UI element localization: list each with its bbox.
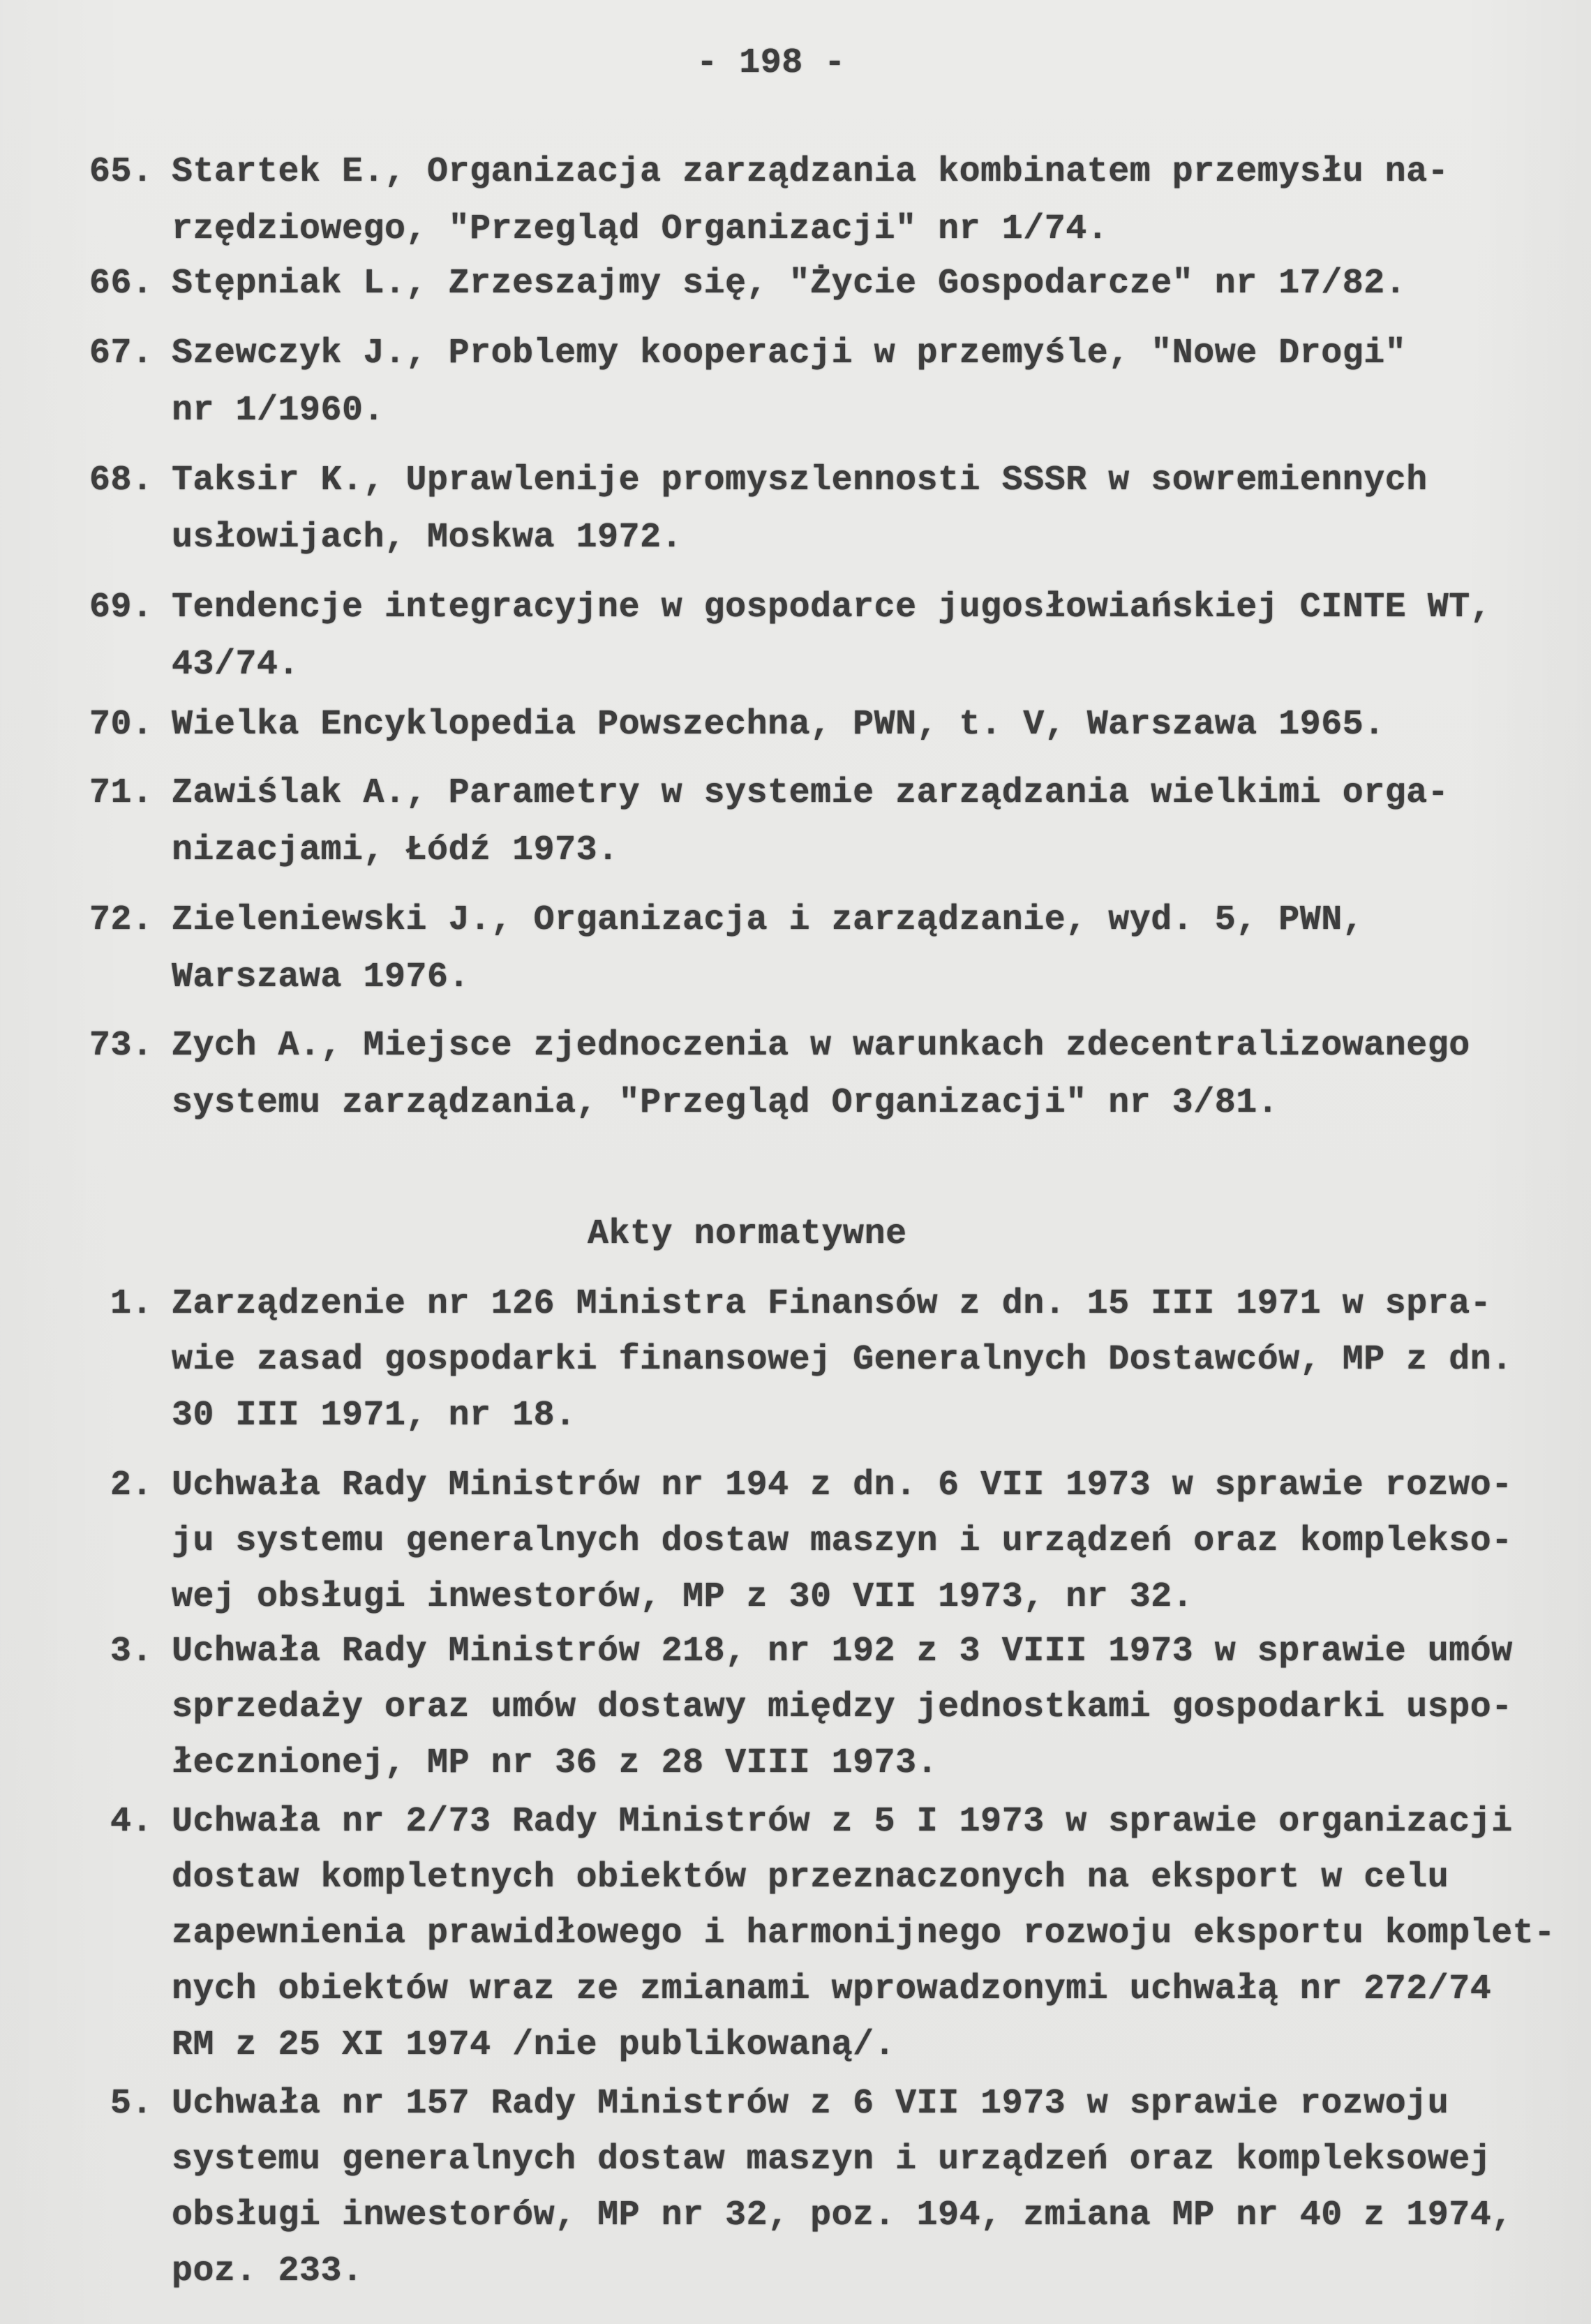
act-number: 4. [110,1802,154,1842]
entry-line: systemu zarządzania, "Przegląd Organizacji" nr 3/81. [172,1083,1279,1123]
entry-number: 68. [89,461,154,500]
entry-line: Stępniak L., Zrzeszajmy się, "Życie Gospodarcze" nr 17/82. [172,264,1407,304]
entry-number: 67. [89,334,154,373]
act-line: Uchwała nr 157 Rady Ministrów z 6 VII 1973 w sprawie rozwoju [172,2084,1449,2124]
act-line: łecznionej, MP nr 36 z 28 VIII 1973. [172,1743,939,1783]
act-line: sprzedaży oraz umów dostawy między jednostkami gospodarki uspo- [172,1688,1513,1727]
act-line: wie zasad gospodarki finansowej Generalnych Dostawców, MP z dn. [172,1340,1513,1380]
entry-line: Taksir K., Uprawlenije promyszlennosti SSSR w sowremiennych [172,461,1428,500]
act-number: 5. [110,2084,154,2124]
entry-line: Zieleniewski J., Organizacja i zarządzanie, wyd. 5, PWN, [172,900,1364,940]
act-line: Zarządzenie nr 126 Ministra Finansów z dn. 15 III 1971 w spra- [172,1284,1492,1324]
entry-number: 72. [89,900,154,940]
entry-number: 69. [89,588,154,627]
act-line: obsługi inwestorów, MP nr 32, poz. 194, zmiana MP nr 40 z 1974, [172,2196,1513,2235]
entry-number: 70. [89,705,154,745]
entry-line: Warszawa 1976. [172,958,470,997]
entry-number: 73. [89,1026,154,1066]
act-line: Uchwała nr 2/73 Rady Ministrów z 5 I 1973 w sprawie organizacji [172,1802,1513,1842]
act-line: poz. 233. [172,2251,364,2291]
act-line: ju systemu generalnych dostaw maszyn i urządzeń oraz komplekso- [172,1521,1513,1561]
act-line: Uchwała Rady Ministrów nr 194 z dn. 6 VII 1973 w sprawie rozwo- [172,1466,1513,1505]
entry-line: usłowijach, Moskwa 1972. [172,518,683,558]
entry-number: 66. [89,264,154,304]
act-line: Uchwała Rady Ministrów 218, nr 192 z 3 VIII 1973 w sprawie umów [172,1632,1513,1671]
entry-line: 43/74. [172,645,300,685]
entry-number: 71. [89,773,154,813]
entry-line: Tendencje integracyjne w gospodarce jugosłowiańskiej CINTE WT, [172,588,1492,627]
entry-line: rzędziowego, "Przegląd Organizacji" nr 1/74. [172,209,1109,249]
act-line: nych obiektów wraz ze zmianami wprowadzonymi uchwałą nr 272/74 [172,1969,1492,2009]
act-line: systemu generalnych dostaw maszyn i urządzeń oraz kompleksowej [172,2140,1492,2180]
act-number: 2. [110,1466,154,1505]
entry-number: 65. [89,152,154,192]
act-line: 30 III 1971, nr 18. [172,1396,576,1436]
entry-line: Zawiślak A., Parametry w systemie zarządzania wielkimi orga- [172,773,1449,813]
page-number: - 198 - [696,43,846,83]
act-number: 1. [110,1284,154,1324]
entry-line: Zych A., Miejsce zjednoczenia w warunkach zdecentralizowanego [172,1026,1470,1066]
entry-line: Wielka Encyklopedia Powszechna, PWN, t. V, Warszawa 1965. [172,705,1385,745]
section-heading: Akty normatywne [588,1214,907,1254]
act-number: 3. [110,1632,154,1671]
act-line: wej obsługi inwestorów, MP z 30 VII 1973, nr 32. [172,1577,1194,1617]
act-line: zapewnienia prawidłowego i harmonijnego rozwoju eksportu komplet- [172,1914,1555,1953]
entry-line: nizacjami, Łódź 1973. [172,830,619,870]
act-line: RM z 25 XI 1974 /nie publikowaną/. [172,2025,896,2065]
entry-line: Startek E., Organizacja zarządzania kombinatem przemysłu na- [172,152,1449,192]
act-line: dostaw kompletnych obiektów przeznaczonych na eksport w celu [172,1858,1449,1898]
entry-line: nr 1/1960. [172,391,385,431]
entry-line: Szewczyk J., Problemy kooperacji w przemyśle, "Nowe Drogi" [172,334,1407,373]
